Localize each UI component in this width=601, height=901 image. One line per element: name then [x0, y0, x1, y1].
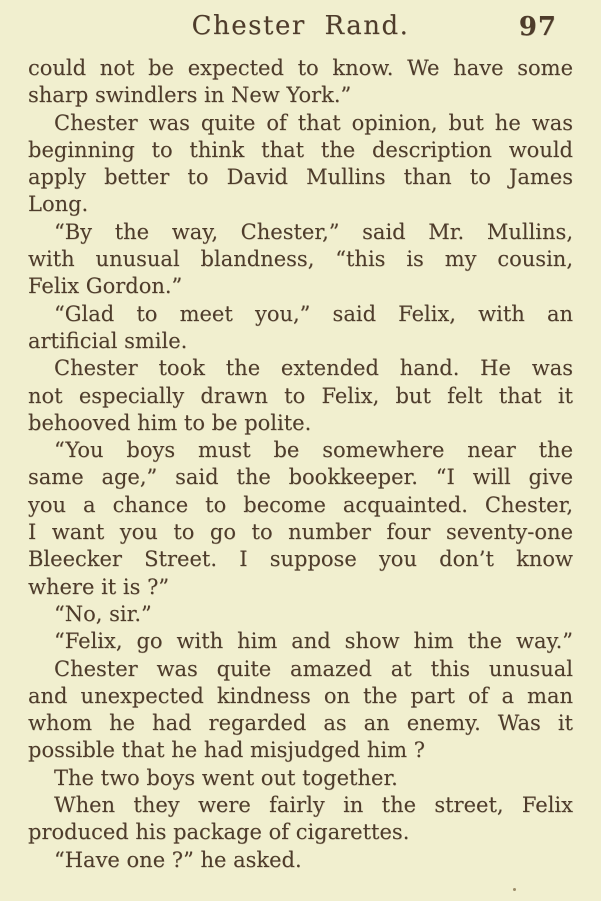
page-header — [0, 11, 601, 45]
text-line: “By the way, Chester,” said Mr. Mullins, — [54, 219, 573, 244]
text-line: Chester took the extended hand. He was — [54, 356, 573, 381]
paragraph — [28, 628, 573, 655]
paragraph — [28, 437, 573, 601]
paragraph — [28, 792, 573, 847]
text-line: possible that he had misjudged him ? — [28, 738, 425, 763]
paragraph — [28, 847, 573, 874]
text-line: artificial smile. — [28, 328, 188, 353]
text-line: produced his package of cigarettes. — [28, 820, 410, 845]
running-title: Chester Rand. — [191, 11, 410, 41]
text-line: with unusual blandness, “this is my cousin, — [28, 247, 573, 272]
text-line: not especially drawn to Felix, but felt that it — [28, 383, 573, 408]
page-text — [28, 55, 573, 874]
text-line: Felix Gordon.” — [28, 274, 183, 299]
text-line: Chester was quite amazed at this unusual — [54, 656, 573, 681]
text-line: Long. — [28, 192, 89, 217]
paragraph — [28, 601, 573, 628]
text-line: could not be expected to know. We have some — [28, 56, 573, 80]
text-line: I want you to go to number four seventy-one — [28, 520, 573, 545]
text-line: Bleecker Street. I suppose you don’t know — [28, 547, 573, 572]
text-line: When they were fairly in the street, Felix — [54, 793, 573, 818]
page-number: 97 — [518, 12, 557, 42]
text-line: Chester was quite of that opinion, but he was — [54, 110, 573, 135]
text-line: apply better to David Mullins than to James — [28, 165, 573, 190]
paragraph — [28, 656, 573, 765]
paragraph — [28, 55, 573, 110]
paragraph — [28, 355, 573, 437]
text-line: beginning to think that the description would — [28, 137, 573, 162]
text-line: “Have one ?” he asked. — [54, 847, 302, 872]
paragraph — [28, 301, 573, 356]
text-line: “Felix, go with him and show him the way.” — [54, 629, 573, 654]
ink-speck — [513, 888, 516, 891]
text-line: you a chance to become acquainted. Chester, — [28, 492, 573, 517]
paragraph — [28, 219, 573, 301]
text-line: behooved him to be polite. — [28, 410, 312, 435]
text-line: The two boys went out together. — [54, 765, 398, 790]
text-line: and unexpected kindness on the part of a man — [28, 683, 573, 708]
text-line: “You boys must be somewhere near the — [54, 438, 573, 463]
text-line: “Glad to meet you,” said Felix, with an — [54, 301, 573, 326]
paragraph — [28, 765, 573, 792]
paragraph — [28, 110, 573, 219]
text-line: whom he had regarded as an enemy. Was it — [28, 711, 573, 736]
text-line: “No, sir.” — [54, 601, 152, 626]
text-line: where it is ?” — [28, 574, 170, 599]
text-line: same age,” said the bookkeeper. “I will give — [28, 465, 573, 490]
text-line: sharp swindlers in New York.” — [28, 83, 352, 108]
